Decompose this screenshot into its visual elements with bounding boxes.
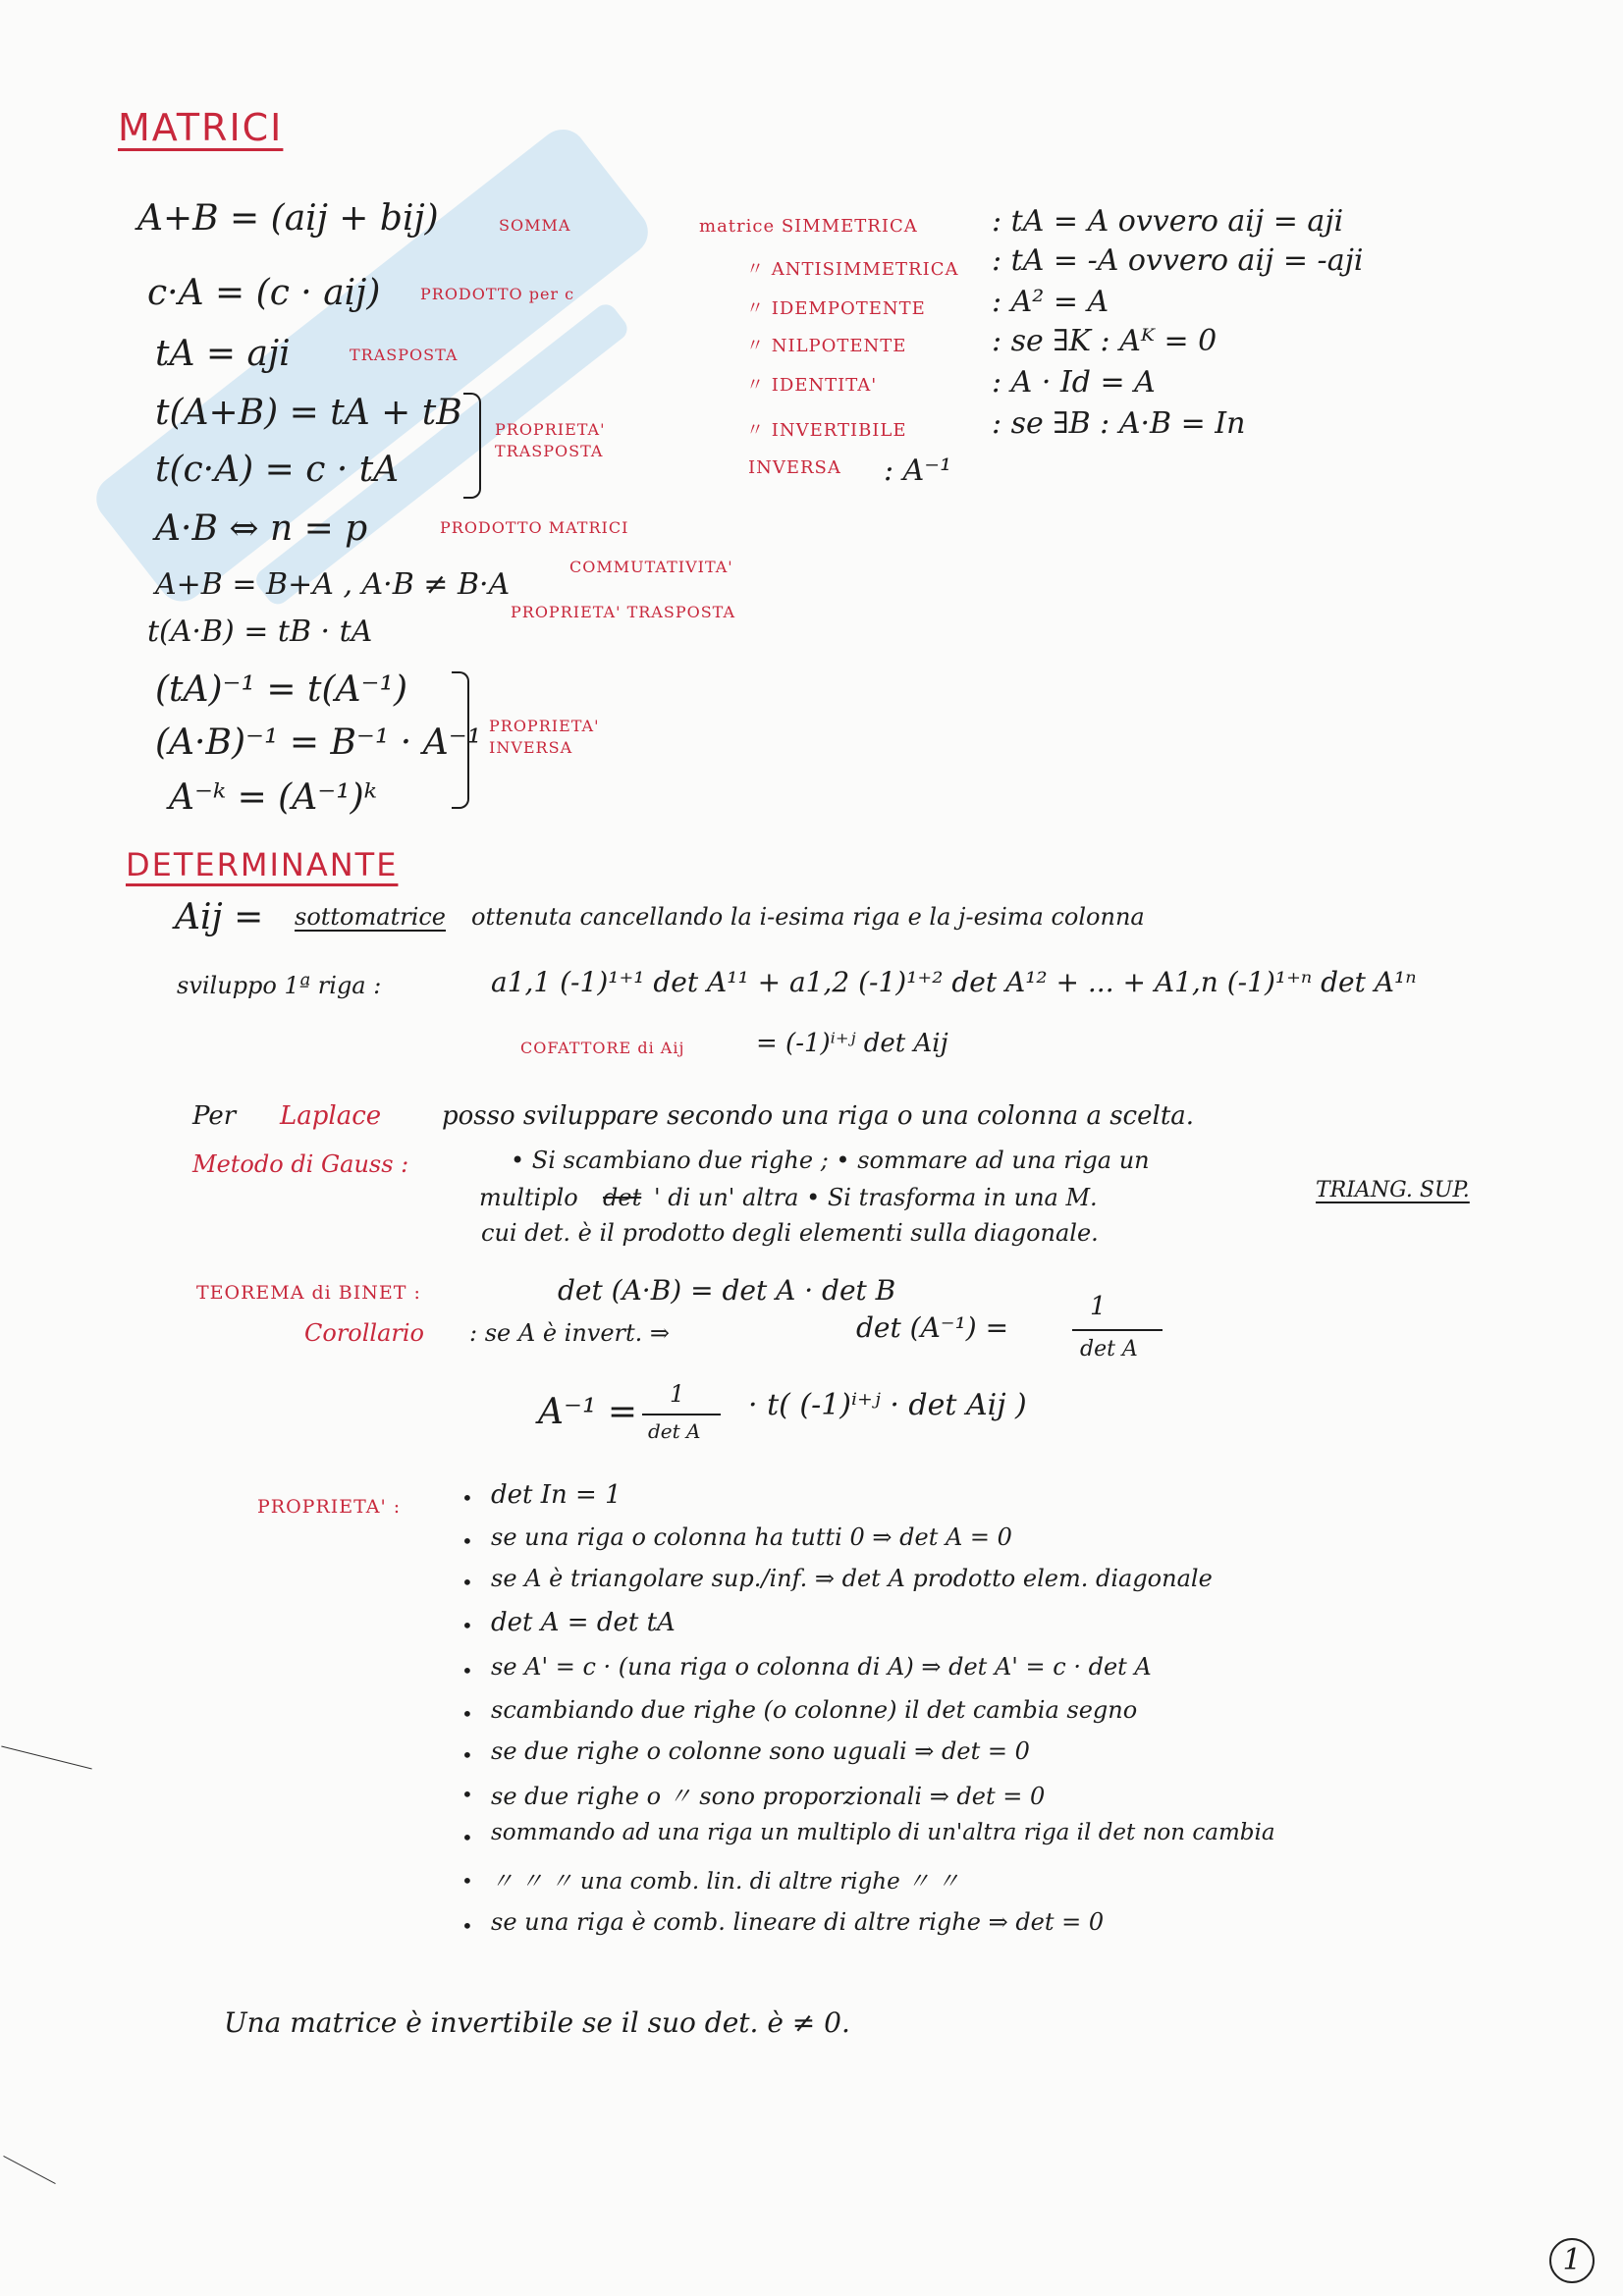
gauss-line-1: • Si scambiano due righe ; • sommare ad una riga un [511,1147,1150,1174]
property-item: se due righe o colonne sono uguali ⇒ det = 0 [491,1737,1030,1765]
matrix-type-label: 〃 INVERTIBILE [746,420,907,441]
property-item: scambiando due righe (o colonne) il det cambia segno [491,1696,1138,1724]
matrix-type-def: : A⁻¹ [884,454,952,488]
property-item: 〃 〃 〃 una comb. lin. di altre righe 〃 〃 [491,1869,960,1895]
property-item: sommando ad una riga un multiplo di un'altra riga il det non cambia [491,1820,1275,1845]
formula-t-scalar: t(c·A) = c · tA [155,450,400,490]
gauss-label: Metodo di Gauss : [192,1150,409,1178]
inverse-formula-denominator: det A [648,1419,701,1443]
matrix-type-def: : A² = A [992,285,1109,319]
matrix-type-label: 〃 ANTISIMMETRICA [746,259,959,280]
bullet-dot: • [461,1914,473,1938]
note-transpose-group-1: PROPRIETA' [495,420,606,439]
inverse-formula-numerator: 1 [670,1380,685,1408]
property-item: se una riga o colonna ha tutti 0 ⇒ det A = 0 [491,1523,1012,1551]
bullet-dot: • [461,1571,473,1594]
gauss-line-2-underlined: TRIANG. SUP. [1316,1178,1470,1202]
corollary-label: Corollario [304,1319,424,1347]
brace-transpose [463,393,481,499]
formula-commutativity: A+B = B+A , A·B ≠ B·A [155,567,511,602]
submatrix-word: sottomatrice [295,903,447,931]
laplace-word: Laplace [280,1101,382,1131]
note-commutativity: COMMUTATIVITA' [569,558,733,576]
formula-transpose: tA = aji [155,334,291,374]
matrix-type-def: : se ∃B : A·B = In [992,406,1246,441]
matrix-type-def: : A · Id = A [992,365,1156,400]
laplace-prefix: Per [192,1101,237,1131]
sheet-edge-line [3,2156,55,2184]
formula-product: A·B ⇔ n = p [155,508,368,549]
formula-t-sum: t(A+B) = tA + tB [155,393,462,433]
bullet-dot: • [461,1743,473,1767]
bullet-dot: • [461,1869,473,1893]
inverse-formula-lhs: A⁻¹ = [538,1392,638,1432]
bullet-dot: • [461,1529,473,1553]
formula-inverse-3: A⁻ᵏ = (A⁻¹)ᵏ [169,777,377,818]
note-transpose: TRASPOSTA [350,346,459,364]
matrix-type-def: : tA = -A ovvero aij = -aji [992,243,1364,278]
development-label: sviluppo 1ª riga : [177,972,382,999]
inverse-fraction-bar [642,1414,721,1415]
properties-label: PROPRIETA' : [257,1496,402,1518]
submatrix-definition: ottenuta cancellando la i-esima riga e la j-esima colonna [471,903,1145,931]
section-title-determinant: DETERMINANTE [126,846,399,883]
bullet-dot: • [461,1783,473,1806]
bullet-dot: • [461,1826,473,1849]
matrix-type-def: : se ∃K : Aᴷ = 0 [992,324,1217,358]
corollary-lhs: det (A⁻¹) = [856,1311,1009,1344]
property-item: det A = det tA [491,1608,676,1637]
property-item: se A' = c · (una riga o colonna di A) ⇒ det A' = c · det A [491,1653,1152,1681]
submatrix-symbol: Aij = [175,897,264,937]
cofactor-formula: = (-1)ⁱ⁺ʲ det Aij [756,1029,948,1058]
corollary-condition: : se A è invert. ⇒ [469,1319,671,1347]
formula-t-product: t(A·B) = tB · tA [147,614,373,649]
corollary-numerator: 1 [1090,1292,1107,1321]
note-product-c: PRODOTTO per c [420,285,575,303]
note-t-product: PROPRIETA' TRASPOSTA [511,603,736,621]
conclusion-text: Una matrice è invertibile se il suo det. è ≠ 0. [224,2006,850,2039]
note-sum: SOMMA [499,216,571,235]
development-formula: a1,1 (-1)¹⁺¹ det A¹¹ + a1,2 (-1)¹⁺² det A¹² + ... + A1,n (-1)¹⁺ⁿ det A¹ⁿ [491,966,1417,998]
bullet-dot: • [461,1614,473,1637]
property-item: se due righe o 〃 sono proporzionali ⇒ det = 0 [491,1783,1046,1810]
brace-inverse [452,671,469,809]
matrix-type-label: INVERSA [748,457,841,478]
binet-label: TEOREMA di BINET : [196,1282,421,1304]
gauss-line-2-strike: det [603,1184,642,1211]
property-item: se una riga è comb. lineare di altre righe ⇒ det = 0 [491,1908,1105,1936]
note-transpose-group-2: TRASPOSTA [495,442,604,460]
matrix-type-def: : tA = A ovvero aij = aji [992,204,1344,239]
page-number: 1 [1549,2238,1595,2283]
bullet-dot: • [461,1486,473,1510]
formula-sum: A+B = (aij + bij) [137,198,439,239]
cofactor-label: COFATTORE di Aij [520,1039,685,1057]
gauss-line-3: cui det. è il prodotto degli elementi sulla diagonale. [481,1219,1099,1247]
corollary-denominator: det A [1080,1337,1138,1362]
note-inverse-2: INVERSA [489,738,573,757]
property-item: det In = 1 [491,1480,622,1510]
formula-inverse-1: (tA)⁻¹ = t(A⁻¹) [155,669,408,710]
inverse-formula-rhs: · t( (-1)ⁱ⁺ʲ · det Aij ) [748,1388,1027,1422]
binet-formula: det (A·B) = det A · det B [558,1274,896,1307]
matrix-type-label: 〃 NILPOTENTE [746,336,907,356]
formula-inverse-2: (A·B)⁻¹ = B⁻¹ · A⁻¹ [155,722,482,763]
matrix-type-label: 〃 IDEMPOTENTE [746,298,926,319]
sheet-edge-line [1,1746,91,1770]
note-inverse-1: PROPRIETA' [489,717,600,735]
page-title: MATRICI [118,106,284,149]
bullet-dot: • [461,1659,473,1682]
gauss-line-2-b: ' di un' altra • Si trasforma in una M. [654,1184,1098,1211]
bullet-dot: • [461,1702,473,1726]
formula-product-c: c·A = (c · aij) [147,273,381,313]
note-product: PRODOTTO MATRICI [440,518,629,537]
corollary-fraction-bar [1072,1329,1163,1331]
laplace-text: posso sviluppare secondo una riga o una colonna a scelta. [442,1101,1195,1131]
property-item: se A è triangolare sup./inf. ⇒ det A prodotto elem. diagonale [491,1565,1213,1592]
matrix-type-label: 〃 IDENTITA' [746,375,878,396]
matrix-type-label: matrice SIMMETRICA [699,216,918,237]
gauss-line-2-a: multiplo [479,1184,578,1211]
